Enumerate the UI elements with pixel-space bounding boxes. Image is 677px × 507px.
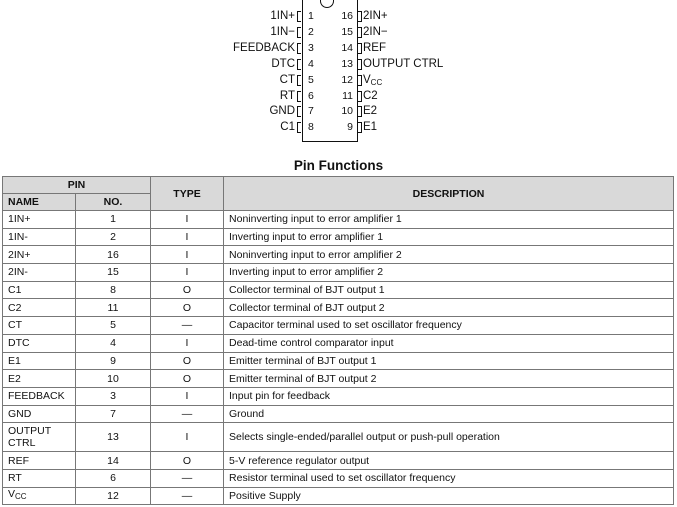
pin-name-line: OUTPUT <box>8 425 52 438</box>
pin-number-cell: 14 <box>76 452 151 470</box>
pin-type-cell: — <box>151 469 224 487</box>
pin-number-cell: 5 <box>76 317 151 335</box>
pin-name-cell: E1 <box>3 352 76 370</box>
pin-number-right: 12 <box>341 73 353 86</box>
subscript: CC <box>15 492 27 502</box>
pin-label-left: FEEDBACK <box>233 41 295 54</box>
pin-stub-right <box>358 91 362 102</box>
pin-description-cell: Collector terminal of BJT output 2 <box>224 299 674 317</box>
pin-type-cell: O <box>151 452 224 470</box>
pin-name-cell: GND <box>3 405 76 423</box>
pin-number-cell: 8 <box>76 281 151 299</box>
pin-name-cell: FEEDBACK <box>3 387 76 405</box>
pin-number-cell: 16 <box>76 246 151 264</box>
pin-description-cell: Resistor terminal used to set oscillator frequency <box>224 469 674 487</box>
section-title: Pin Functions <box>293 158 384 173</box>
pin-stub-right <box>358 106 362 117</box>
pin-label-left: RT <box>279 89 295 102</box>
pin-description-cell: Noninverting input to error amplifier 2 <box>224 246 674 264</box>
pin-name-cell: 2IN- <box>3 264 76 282</box>
pin-name-cell: E2 <box>3 370 76 388</box>
pin-stub-left <box>297 106 301 117</box>
table-row <box>3 469 674 487</box>
pin-number-right: 16 <box>341 10 353 22</box>
pin-stub-right <box>358 59 362 70</box>
table-row <box>3 352 674 370</box>
pin-stub-right <box>358 75 362 86</box>
pin-number-cell: 4 <box>76 334 151 352</box>
header-no: NO. <box>76 194 151 211</box>
pin-stub-left <box>297 91 301 102</box>
pin-stub-right <box>358 43 362 54</box>
pin-name-cell: 1IN+ <box>3 211 76 229</box>
pin-stub-right <box>358 11 362 22</box>
pin-description-cell: Ground <box>224 405 674 423</box>
table-row <box>3 405 674 423</box>
pin-label-right: OUTPUT CTRL <box>363 57 444 70</box>
pin-description-cell: Noninverting input to error amplifier 1 <box>224 211 674 229</box>
pin-label-right: E2 <box>363 105 378 118</box>
pin-description-cell: Selects single-ended/parallel output or push-pull operation <box>224 423 674 452</box>
pin-number-cell: 7 <box>76 405 151 423</box>
pin-type-cell: I <box>151 246 224 264</box>
pin-name-cell <box>3 423 76 452</box>
pin-functions-table <box>2 176 674 505</box>
pin-name-cell: 2IN+ <box>3 246 76 264</box>
pin-stub-left <box>297 27 301 38</box>
pin-number-cell: 10 <box>76 370 151 388</box>
pin-number-left: 3 <box>308 41 314 54</box>
pin-label-right: 2IN+ <box>363 10 388 22</box>
pin-label-left: GND <box>269 105 295 118</box>
table-row <box>3 317 674 335</box>
table-row <box>3 487 674 505</box>
pin-label-right: $V_{CC}$ <box>363 73 383 87</box>
pin-label-right: E1 <box>363 121 378 134</box>
pin-label-right: C2 <box>363 89 378 102</box>
pin-label-left: C1 <box>280 121 295 134</box>
pin-description-cell: Collector terminal of BJT output 1 <box>224 281 674 299</box>
subscript: CC <box>370 77 383 87</box>
pin-label-left: 1IN− <box>270 25 295 38</box>
table-row <box>3 299 674 317</box>
pin-stub-left <box>297 43 301 54</box>
pin-description-cell: Emitter terminal of BJT output 1 <box>224 352 674 370</box>
pin-type-cell: I <box>151 211 224 229</box>
table-row <box>3 387 674 405</box>
pin-type-cell: O <box>151 299 224 317</box>
pin-type-cell: I <box>151 228 224 246</box>
pin-number-left: 1 <box>308 10 314 22</box>
pin-stub-right <box>358 122 362 133</box>
pin-number-right: 10 <box>341 105 353 118</box>
pin-description-cell: Inverting input to error amplifier 2 <box>224 264 674 282</box>
pin-number-cell: 2 <box>76 228 151 246</box>
pin-name-cell: DTC <box>3 334 76 352</box>
pin-type-cell: O <box>151 281 224 299</box>
pin-number-right: 13 <box>341 57 353 70</box>
pin-number-cell: 1 <box>76 211 151 229</box>
pin-number-left: 4 <box>308 57 314 70</box>
pin-number-left: 6 <box>308 89 314 102</box>
pin-number-cell: 6 <box>76 469 151 487</box>
pin-description-cell: 5-V reference regulator output <box>224 452 674 470</box>
pin-number-left: 8 <box>308 121 314 134</box>
pin-label-left: 1IN+ <box>270 10 295 22</box>
pin-number-cell: 15 <box>76 264 151 282</box>
table-row <box>3 281 674 299</box>
table-row <box>3 452 674 470</box>
table-row <box>3 423 674 452</box>
pin-type-cell: O <box>151 352 224 370</box>
pin-label-left: DTC <box>271 57 295 70</box>
pin-description-cell: Emitter terminal of BJT output 2 <box>224 370 674 388</box>
table-row <box>3 370 674 388</box>
pin-label-right: REF <box>363 41 386 54</box>
pin-description-cell: Inverting input to error amplifier 1 <box>224 228 674 246</box>
pin-type-cell: — <box>151 487 224 505</box>
pin-name-cell: C2 <box>3 299 76 317</box>
pin-number-right: 14 <box>341 41 353 54</box>
pin-number-cell: 3 <box>76 387 151 405</box>
pin-stub-right <box>358 27 362 38</box>
pin-number-right: 9 <box>347 121 353 134</box>
header-type: TYPE <box>151 177 224 211</box>
pin-number-left: 2 <box>308 25 314 38</box>
pin-type-cell: I <box>151 387 224 405</box>
pin-type-cell: I <box>151 423 224 452</box>
pin-name-cell: REF <box>3 452 76 470</box>
table-row <box>3 264 674 282</box>
table-row <box>3 211 674 229</box>
pin-number-left: 7 <box>308 105 314 118</box>
pin-description-cell: Capacitor terminal used to set oscillator frequency <box>224 317 674 335</box>
pin-stub-left <box>297 122 301 133</box>
pin-type-cell: I <box>151 334 224 352</box>
pin-number-right: 11 <box>342 89 353 102</box>
pin-label-right: 2IN− <box>363 25 388 38</box>
header-name: NAME <box>3 194 76 211</box>
pin-description-cell: Input pin for feedback <box>224 387 674 405</box>
pin-name-cell: CT <box>3 317 76 335</box>
pin-name-cell: 1IN- <box>3 228 76 246</box>
pin-stub-left <box>297 75 301 86</box>
pin-stub-left <box>297 11 301 22</box>
pin-stub-left <box>297 59 301 70</box>
pin-number-right: 15 <box>341 25 353 38</box>
pin-type-cell: — <box>151 405 224 423</box>
pin-type-cell: O <box>151 370 224 388</box>
pin-number-cell: 9 <box>76 352 151 370</box>
pin-description-cell: Positive Supply <box>224 487 674 505</box>
pin-name-cell: RT <box>3 469 76 487</box>
pin-number-cell: 11 <box>76 299 151 317</box>
pin-name-cell: $V_{CC}$ <box>3 487 76 505</box>
pin-number-cell: 13 <box>76 423 151 452</box>
pin-number-cell: 12 <box>76 487 151 505</box>
table-body <box>3 211 674 505</box>
pin-type-cell: — <box>151 317 224 335</box>
pin-type-cell: I <box>151 264 224 282</box>
pin-name-cell: C1 <box>3 281 76 299</box>
pin-description-cell: Dead-time control comparator input <box>224 334 674 352</box>
header-pin: PIN <box>3 177 151 194</box>
pin-label-left: CT <box>279 73 295 86</box>
table-row <box>3 228 674 246</box>
table-row <box>3 246 674 264</box>
table-row <box>3 334 674 352</box>
header-description: DESCRIPTION <box>224 177 674 211</box>
pin-name-line: CTRL <box>8 437 36 450</box>
pin-number-left: 5 <box>308 73 314 86</box>
